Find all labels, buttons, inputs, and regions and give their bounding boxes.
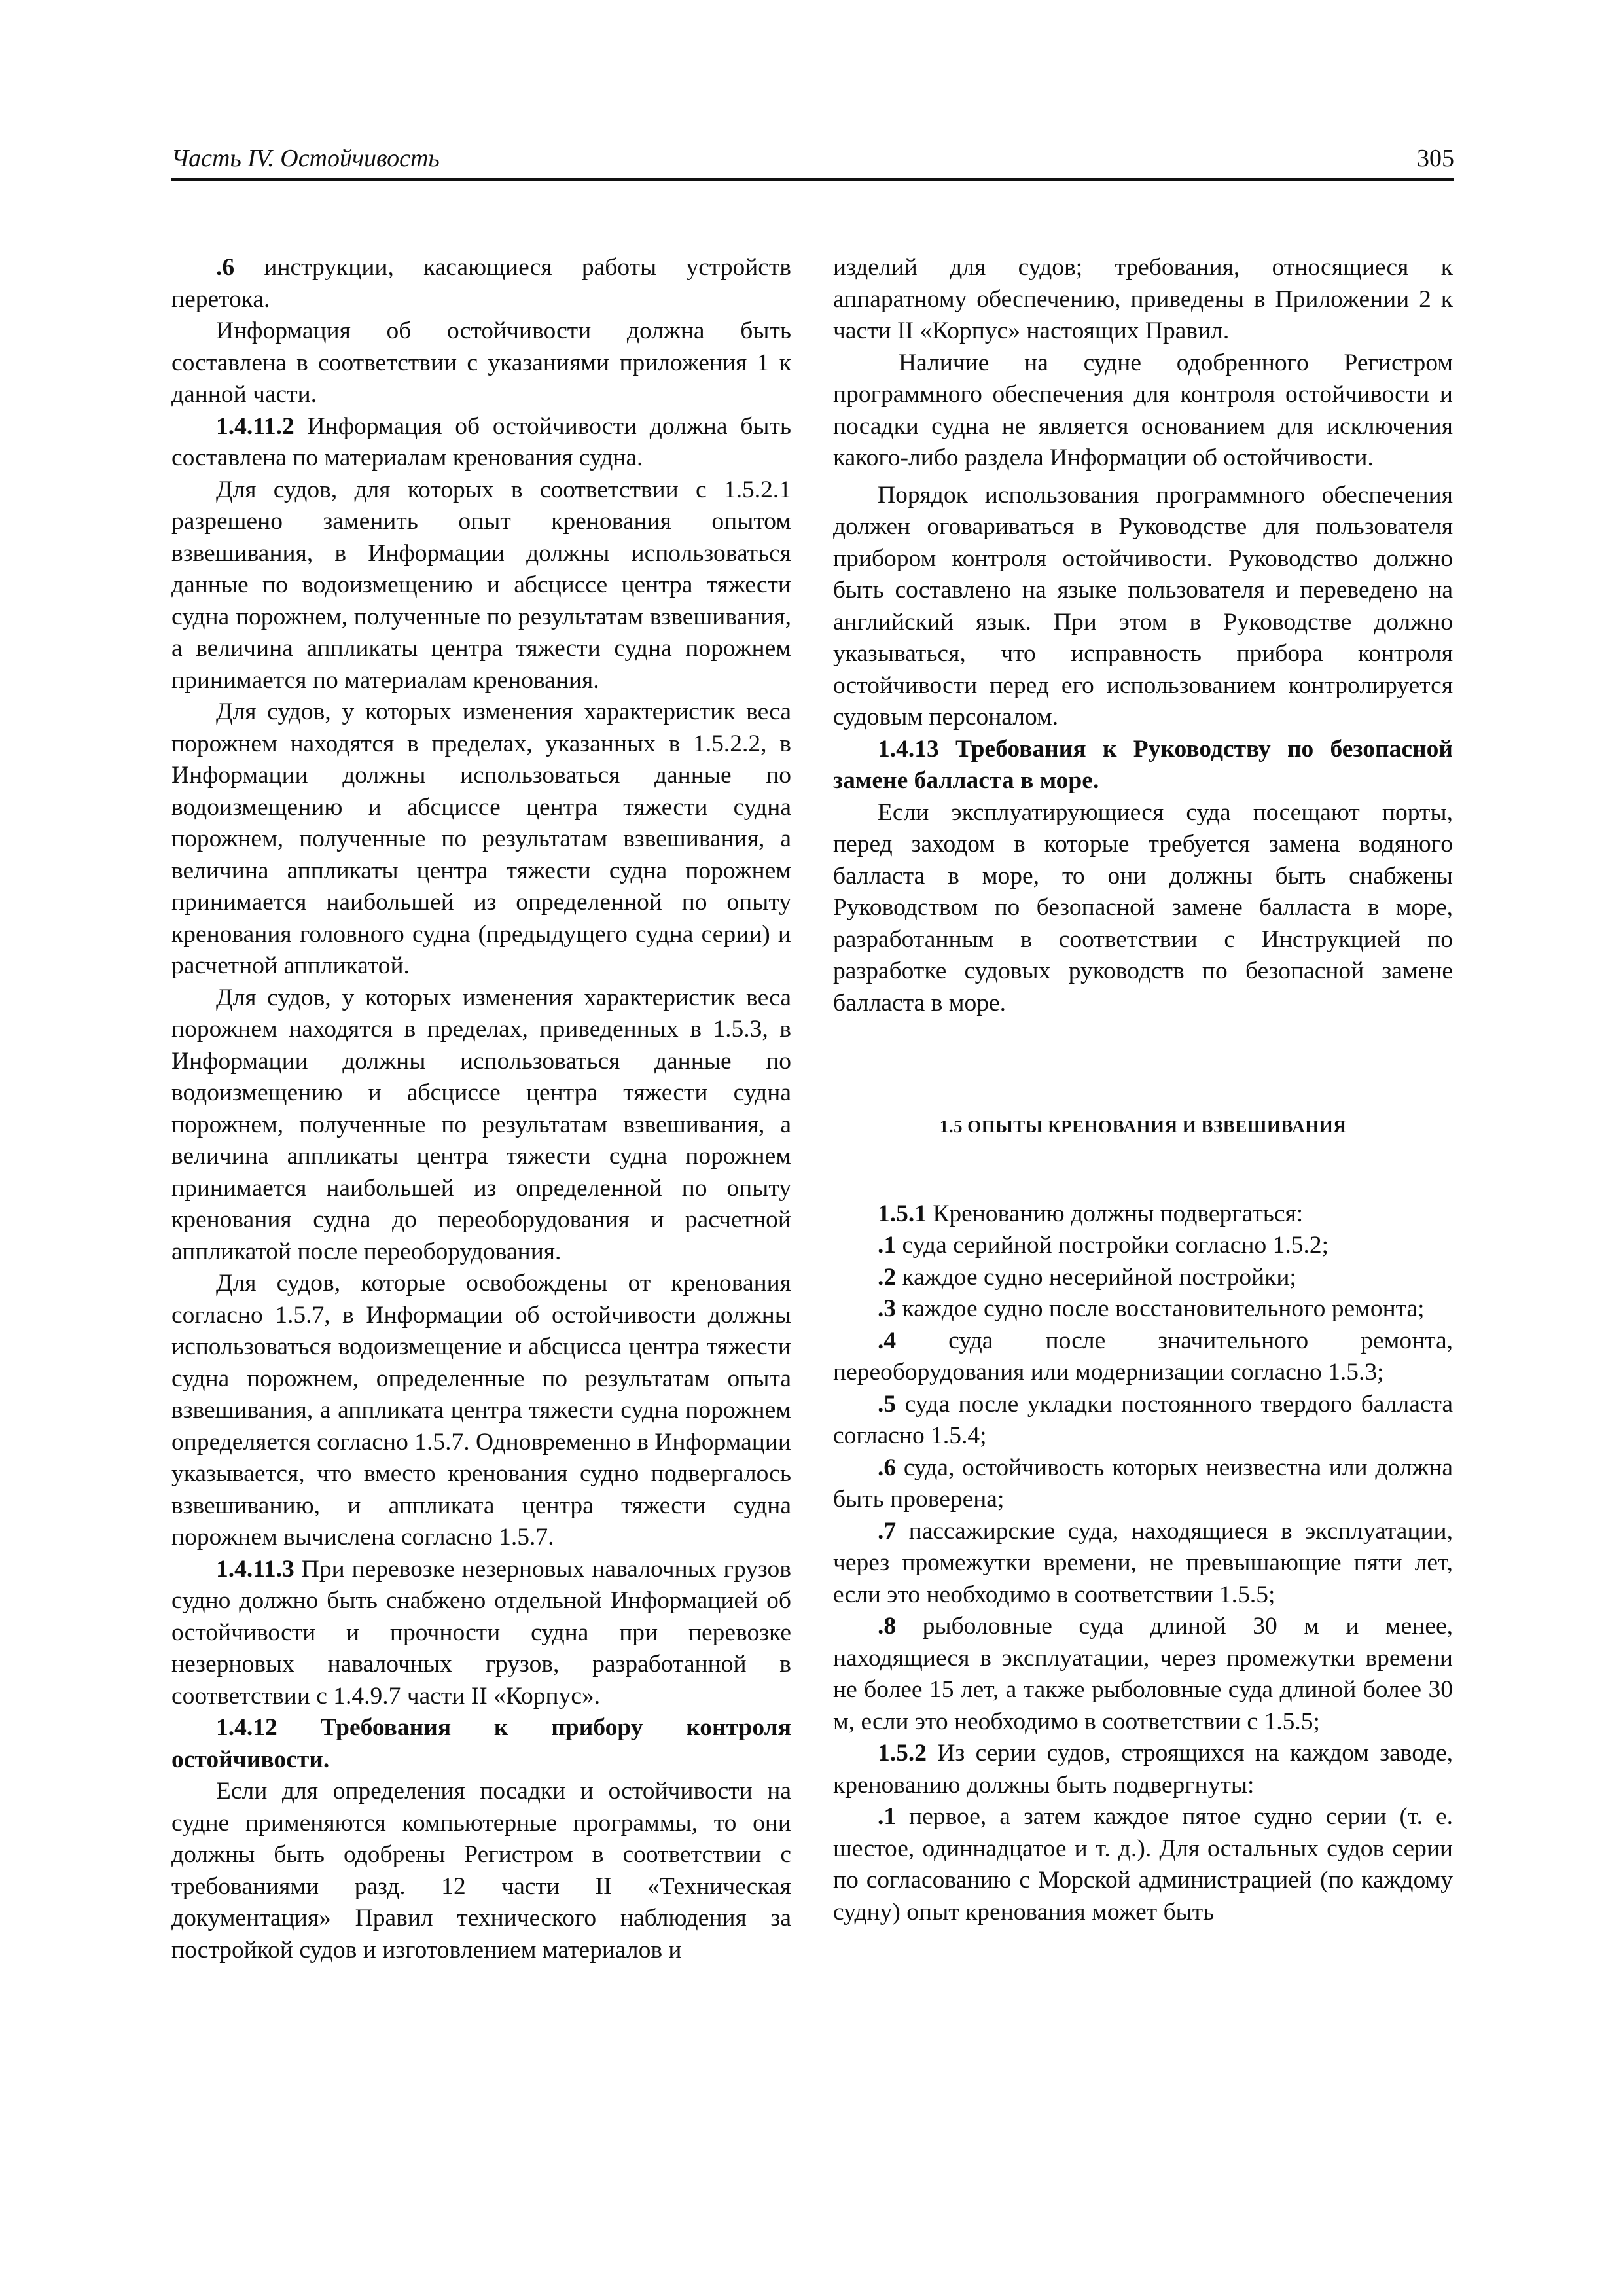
header-rule bbox=[171, 178, 1454, 181]
paragraph bbox=[171, 411, 791, 475]
running-header-title: Часть IV. Остойчивость bbox=[171, 145, 440, 172]
clause-number: 1.4.11.3 bbox=[216, 1555, 294, 1583]
clause-number: 1.5.2 bbox=[878, 1740, 927, 1767]
item-number: .6 bbox=[216, 254, 235, 281]
paragraph: Для судов, для которых в соответствии с 1.5.2.1 разрешено заменить опыт кренования опытом взвешивания, в Информации должны использоваться данные по водоизмещению и абсциссе центра тяжести судна порожнем, полученные по результатам взвешивания, а величина аппликаты центра тяжести судна порожнем принимается по материалам кренования. bbox=[171, 476, 791, 694]
paragraph-text: Из серии судов, строящихся на каждом заводе, кренованию должны быть подвергнуты: bbox=[833, 1740, 1453, 1799]
list-item: .1 суда серийной постройки согласно 1.5.2; bbox=[878, 1232, 1329, 1259]
left-column bbox=[171, 252, 791, 1966]
list-item: .3 каждое судно после восстановительного ремонта; bbox=[878, 1295, 1425, 1322]
subsection-heading: 1.4.12 Требования к прибору контроля остойчивости. bbox=[171, 1714, 791, 1773]
paragraph: Для судов, у которых изменения характеристик веса порожнем находятся в пределах, приведенных в 1.5.3, в Информации должны использоваться данные по водоизмещению и абсциссе центра тяжести судна порожнем, полученные по результатам взвешивания, а величина аппликаты центра тяжести судна порожнем принимается наибольшей из определенной по опыту кренования судна до переоборудования и расчетной аппликатой после переоборудования. bbox=[171, 984, 791, 1265]
paragraph bbox=[833, 1738, 1453, 1801]
list-item: .4 суда после значительного ремонта, переоборудования или модернизации согласно 1.5.3; bbox=[833, 1327, 1453, 1386]
paragraph-text: Кренованию должны подвергаться: bbox=[927, 1200, 1304, 1227]
paragraph bbox=[171, 252, 791, 315]
paragraph-text: Информация об остойчивости должна быть составлена по материалам кренования судна. bbox=[171, 412, 791, 471]
paragraph: Порядок использования программного обеспечения должен оговариваться в Руководстве для пользователя прибором контроля остойчивости. Руководство должно быть составлено на языке пользователя и переведено на английский язык. При этом в Руководстве должно указываться, что исправность прибора контроля остойчивости перед его использованием контролируется судовым персоналом. bbox=[833, 481, 1453, 730]
list-item: .5 суда после укладки постоянного твердого балласта согласно 1.5.4; bbox=[833, 1390, 1453, 1449]
clause-number: 1.4.11.2 bbox=[216, 412, 294, 440]
right-column bbox=[833, 252, 1453, 1928]
paragraph bbox=[171, 1554, 791, 1713]
paragraph: Если для определения посадки и остойчивости на судне применяются компьютерные программы, то они должны быть одобрены Регистром в соответствии с требованиями разд. 12 части II «Техническая документация» Правил технического наблюдения за постройкой судов и изготовлением материалов и bbox=[171, 1778, 791, 1964]
paragraph-text: При перевозке незерновых навалочных грузов судно должно быть снабжено отдельной Информацией об остойчивости и прочности судна при перевозке незерновых навалочных грузов, разработанной в соответствии с 1.4.9.7 части II «Корпус». bbox=[171, 1555, 791, 1710]
paragraph: Для судов, которые освобождены от кренования согласно 1.5.7, в Информации об остойчивости должны использоваться водоизмещение и абсцисса центра тяжести судна порожнем, определенные по результатам опыта взвешивания, а аппликата центра тяжести судна порожнем определяется согласно 1.5.7. Одновременно в Информации указывается, что вместо кренования судно подвергалось взвешиванию, и аппликата центра тяжести судна порожнем вычислена согласно 1.5.7. bbox=[171, 1270, 791, 1551]
paragraph: Наличие на судне одобренного Регистром программного обеспечения для контроля остойчивости и посадки судна не является основанием для исключения какого-либо раздела Информации об остойчивости. bbox=[833, 349, 1453, 471]
list-item: .7 пассажирские суда, находящиеся в эксплуатации, через промежутки времени, не превышающие пяти лет, если это необходимо в соответствии 1.5.5; bbox=[833, 1517, 1453, 1608]
list-item: .8 рыболовные суда длиной 30 м и менее, находящиеся в эксплуатации, через промежутки времени не более 15 лет, а также рыболовные суда длиной более 30 м, если это необходимо в соответствии с 1.5.5; bbox=[833, 1613, 1453, 1735]
page-number: 305 bbox=[1417, 145, 1454, 172]
paragraph: изделий для судов; требования, относящиеся к аппаратному обеспечению, приведены в Приложении 2 к части II «Корпус» настоящих Правил. bbox=[833, 254, 1453, 344]
subsection-heading: 1.4.13 Требования к Руководству по безопасной замене балласта в море. bbox=[833, 735, 1453, 794]
paragraph bbox=[833, 1198, 1453, 1230]
paragraph: Информация об остойчивости должна быть составлена в соответствии с указаниями приложения 1 к данной части. bbox=[171, 317, 791, 408]
paragraph-text: инструкции, касающиеся работы устройств перетока. bbox=[171, 254, 791, 313]
section-title: 1.5 ОПЫТЫ КРЕНОВАНИЯ И ВЗВЕШИВАНИЯ bbox=[939, 1117, 1347, 1136]
clause-number: 1.5.1 bbox=[878, 1200, 927, 1227]
list-item: .2 каждое судно несерийной постройки; bbox=[878, 1263, 1296, 1291]
paragraph: Для судов, у которых изменения характеристик веса порожнем находятся в пределах, указанных в 1.5.2.2, в Информации должны использоваться данные по водоизмещению и абсциссе центра тяжести судна порожнем, полученные по результатам взвешивания, а величина аппликаты центра тяжести судна порожнем принимается наибольшей из определенной по опыту кренования головного судна (предыдущего судна серии) и расчетной аппликатой. bbox=[171, 698, 791, 979]
list-item: .6 суда, остойчивость которых неизвестна или должна быть проверена; bbox=[833, 1454, 1453, 1513]
paragraph: Если эксплуатирующиеся суда посещают порты, перед заходом в которые требуется замена водяного балласта в море, то они должны быть снабжены Руководством по безопасной замене балласта в море, разработанным в соответствии с Инструкцией по разработке судовых руководств по безопасной замене балласта в море. bbox=[833, 798, 1453, 1016]
list-item: .1 первое, а затем каждое пятое судно серии (т. е. шестое, одиннадцатое и т. д.). Для остальных судов серии по согласованию с Морской администрацией (по каждому судну) опыт кренования может быть bbox=[833, 1803, 1453, 1926]
